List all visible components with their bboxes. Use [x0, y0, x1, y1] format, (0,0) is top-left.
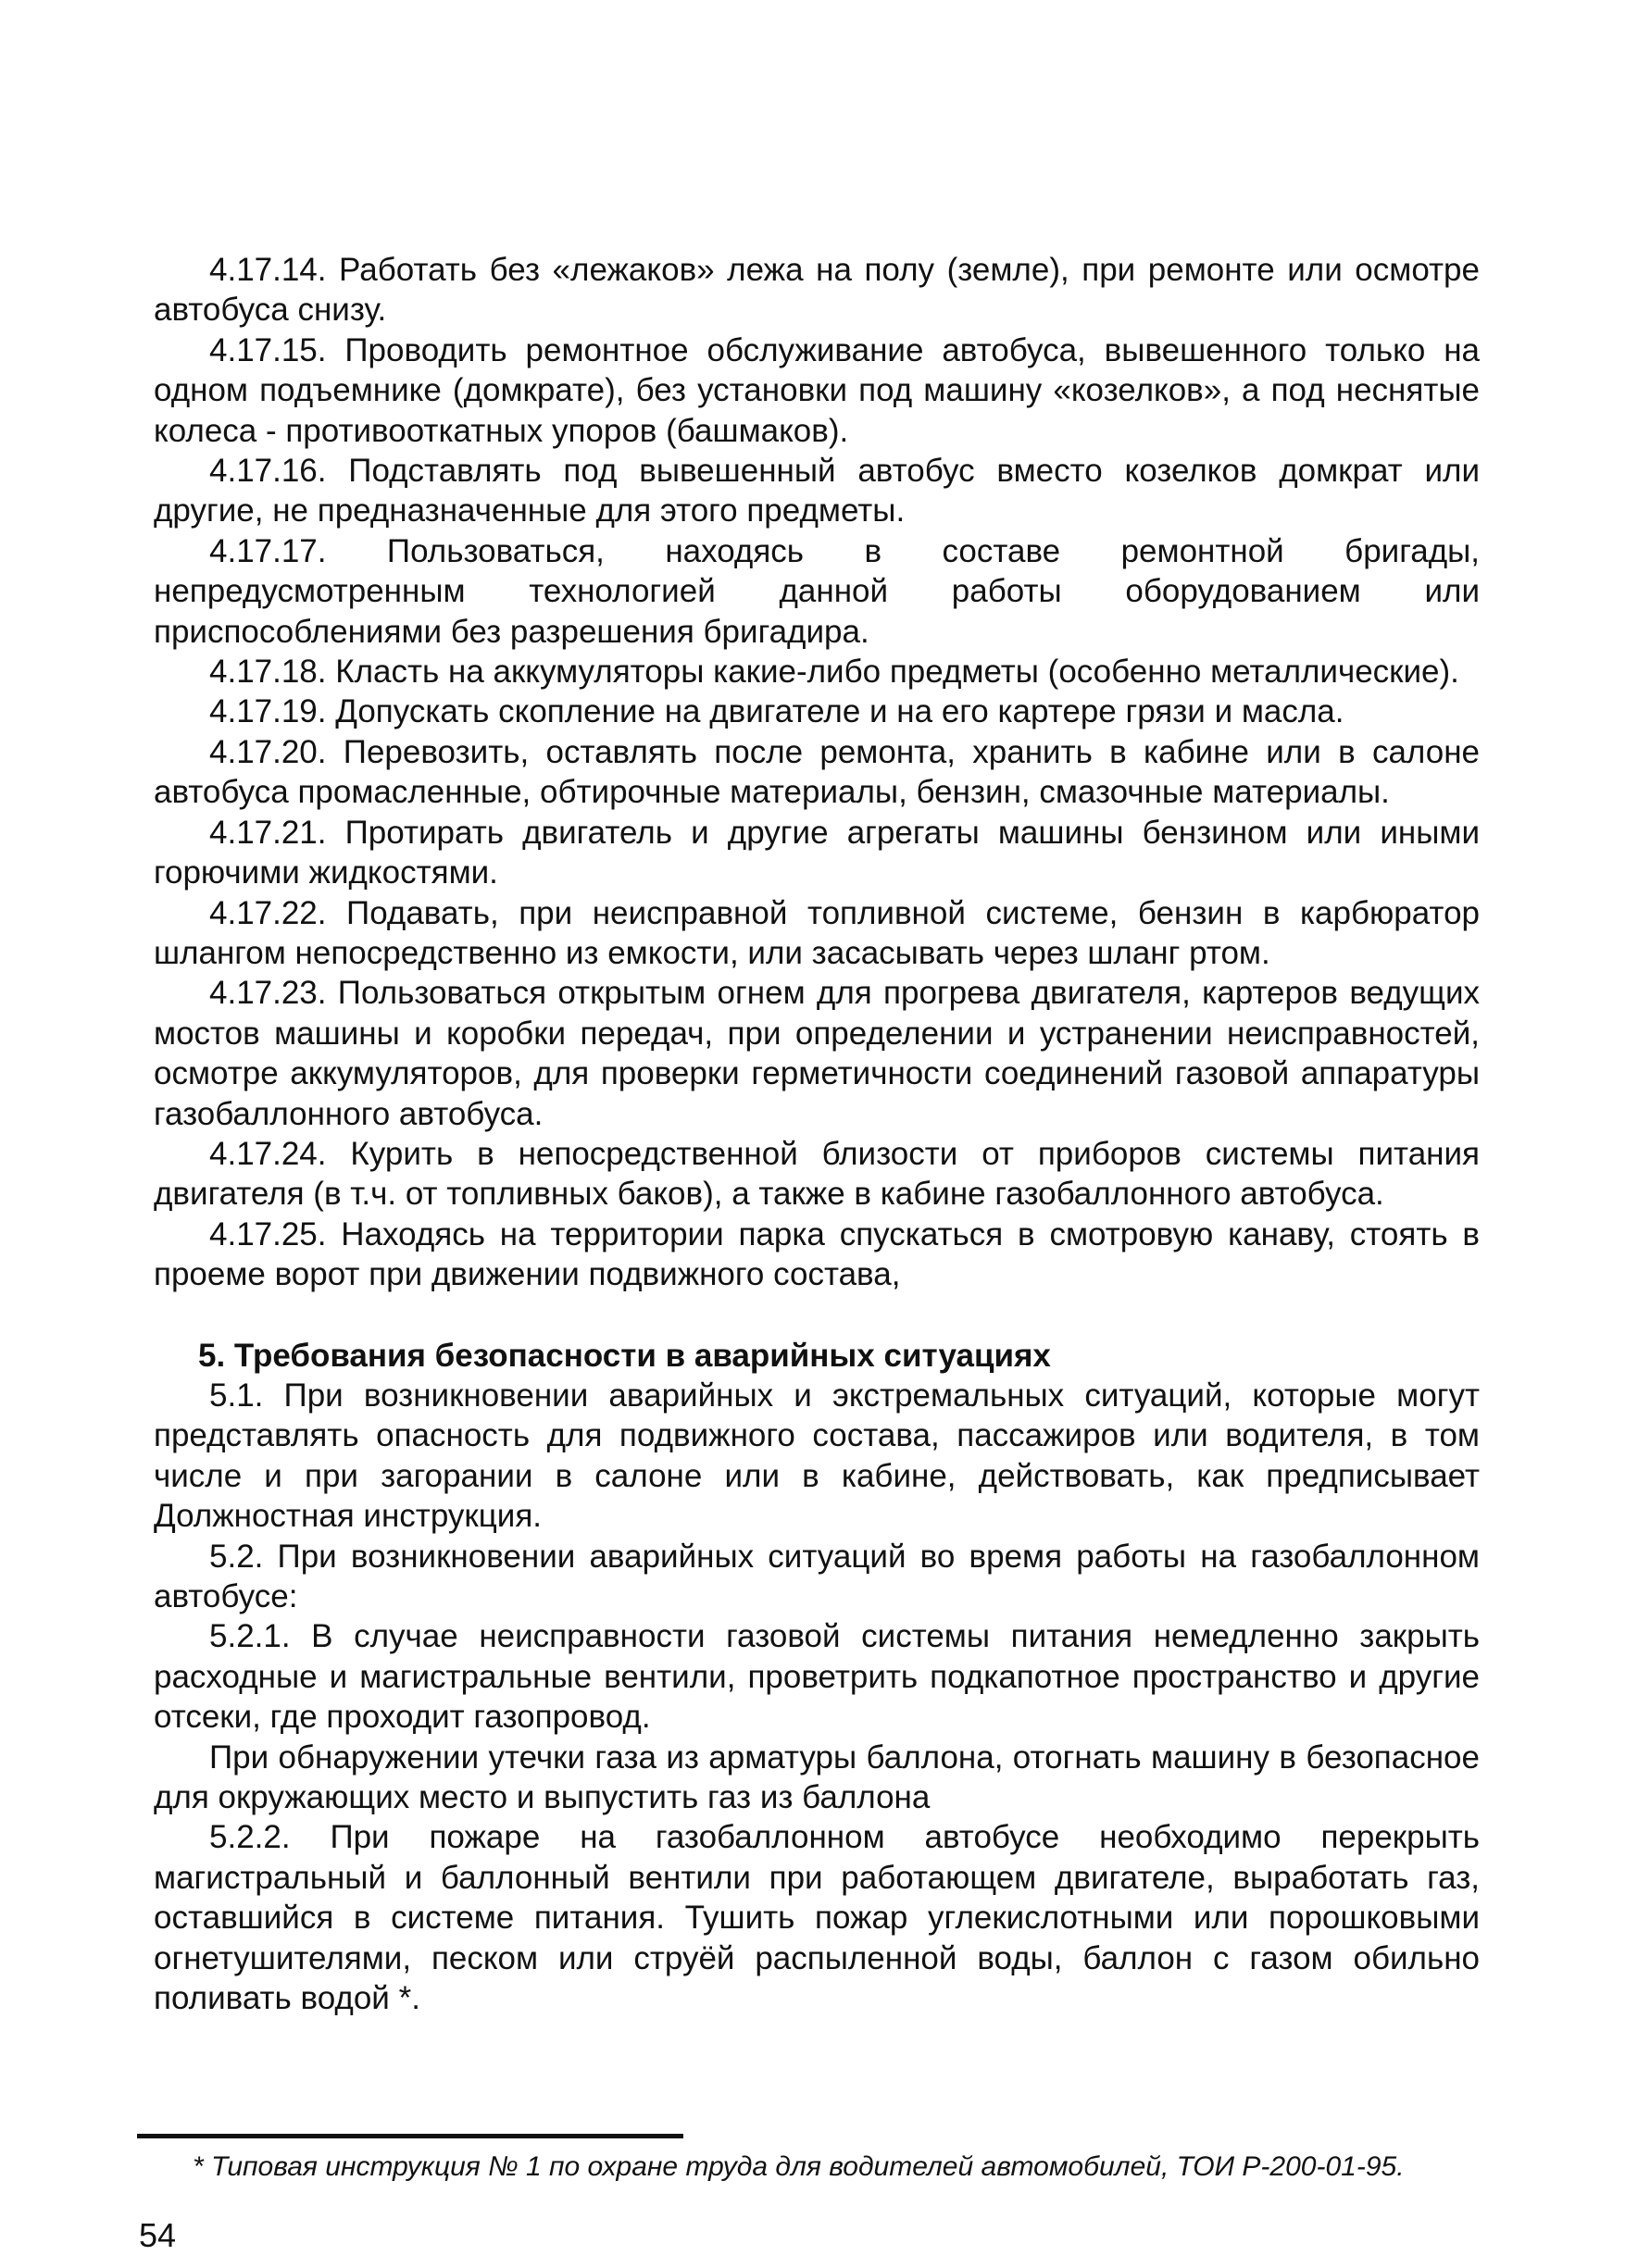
paragraph-4-17-21: 4.17.21. Протирать двигатель и другие агрегаты машины бензином или иными горючими жидкостями. [154, 814, 1480, 891]
paragraph-gas-leak: При обнаружении утечки газа из арматуры баллона, отогнать машину в безопасное для окружающих место и выпустить газ из баллона [154, 1738, 1480, 1816]
paragraph-4-17-15: 4.17.15. Проводить ремонтное обслуживание автобуса, вывешенного только на одном подъемнике (домкрате), без установки под машину «козелков», а под неснятые колеса - противооткатных упоров (башмаков). [154, 331, 1480, 449]
paragraph-4-17-19: 4.17.19. Допускать скопление на двигателе и на его картере грязи и масла. [209, 693, 1344, 730]
paragraph-5-2-2: 5.2.2. При пожаре на газобаллонном автобусе необходимо перекрыть магистральный и баллонный вентили при работающем двигателе, выработать газ, оставшийся в системе питания. Тушить пожар углекислотными или порошковыми огнетушителями, песком или струёй распыленной воды, баллон с газом обильно поливать водой *. [154, 1819, 1480, 2017]
footnote: * Типовая инструкция № 1 по охране труда для водителей автомобилей, ТОИ Р-200-01-95. [193, 2151, 1405, 2182]
page-body [154, 250, 1480, 2018]
paragraph-5-1: 5.1. При возникновении аварийных и экстремальных ситуаций, которые могут представлять опасность для подвижного состава, пассажиров или водителя, в том числе и при загорании в салоне или в кабине, действовать, как предписывает Должностная инструкция. [154, 1377, 1480, 1535]
paragraph-4-17-20: 4.17.20. Перевозить, оставлять после ремонта, хранить в кабине или в салоне автобуса промасленные, обтирочные материалы, бензин, смазочные материалы. [154, 733, 1480, 811]
paragraph-4-17-25: 4.17.25. Находясь на территории парка спускаться в смотровую канаву, стоять в проеме ворот при движении подвижного состава, [154, 1215, 1480, 1293]
footnote-divider [137, 2134, 683, 2138]
paragraph-4-17-16: 4.17.16. Подставлять под вывешенный автобус вместо козелков домкрат или другие, не предназначенные для этого предметы. [154, 453, 1480, 530]
section-heading: 5. Требования безопасности в аварийных ситуациях [198, 1337, 1051, 1374]
paragraph-4-17-22: 4.17.22. Подавать, при неисправной топливной системе, бензин в карбюратор шлангом непосредственно из емкости, или засасывать через шланг ртом. [154, 894, 1480, 971]
paragraph-4-17-14: 4.17.14. Работать без «лежаков» лежа на полу (земле), при ремонте или осмотре автобуса снизу. [154, 252, 1480, 329]
page-number: 54 [139, 2216, 177, 2254]
paragraph-5-2-1: 5.2.1. В случае неисправности газовой системы питания немедленно закрыть расходные и магистральные вентили, проветрить подкапотное пространство и другие отсеки, где проходит газопровод. [154, 1618, 1480, 1736]
paragraph-5-2: 5.2. При возникновении аварийных ситуаций во время работы на газобаллонном автобусе: [154, 1538, 1480, 1614]
paragraph-4-17-17: 4.17.17. Пользоваться, находясь в составе ремонтной бригады, непредусмотренным технологией данной работы оборудованием или приспособлениями без разрешения бригадира. [154, 532, 1480, 650]
paragraph-4-17-23: 4.17.23. Пользоваться открытым огнем для прогрева двигателя, картеров ведущих мостов машины и коробки передач, при определении и устранении неисправностей, осмотре аккумуляторов, для проверки герметичности соединений газовой аппаратуры газобаллонного автобуса. [154, 975, 1480, 1132]
paragraph-4-17-18: 4.17.18. Класть на аккумуляторы какие-либо предметы (особенно металлические). [209, 654, 1459, 691]
paragraph-4-17-24: 4.17.24. Курить в непосредственной близости от приборов системы питания двигателя (в т.ч. от топливных баков), а также в кабине газобаллонного автобуса. [154, 1135, 1480, 1213]
